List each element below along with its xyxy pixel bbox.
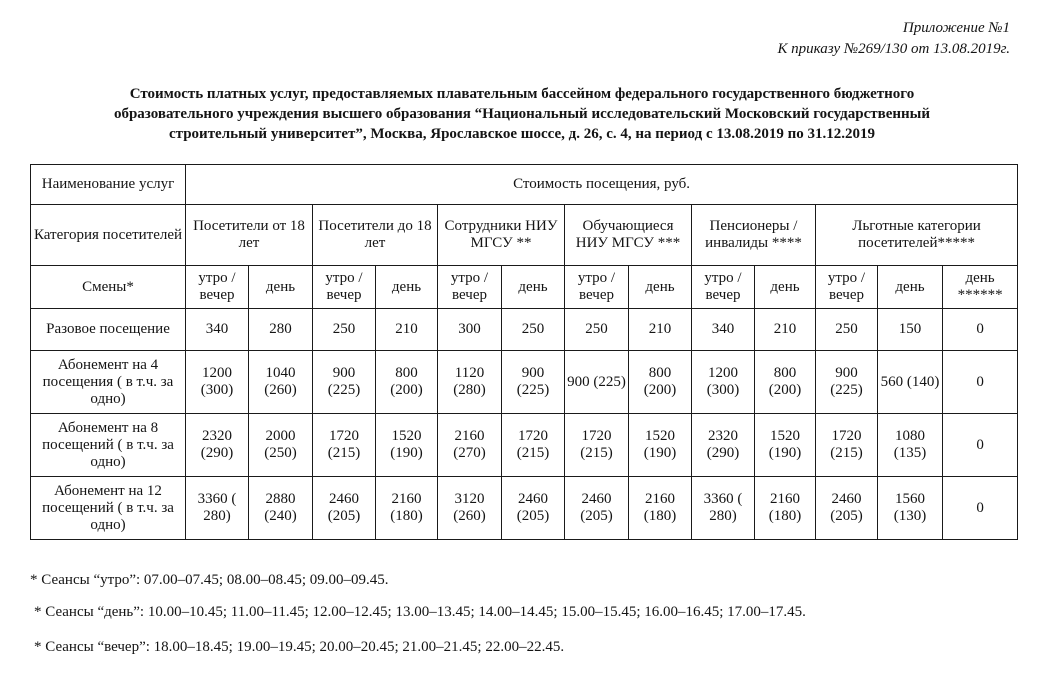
price-cell: 2460 (205): [502, 477, 565, 540]
price-cell: 0: [943, 309, 1018, 351]
services-header: Наименование услуг: [31, 165, 186, 205]
price-cell: 150: [878, 309, 943, 351]
price-cell: 1120 (280): [438, 351, 502, 414]
category-pensioners: Пенсионеры / инвалиды ****: [692, 205, 816, 266]
footnote-day: * Сеансы “день”: 10.00–10.45; 11.00–11.45; 12.00–12.45; 13.00–13.45; 14.00–14.45; 15.00–15.45; 16.00–16.45; 17.00–17.45.: [34, 604, 806, 620]
shift-cell: утро /вечер: [438, 266, 502, 309]
price-cell: 250: [816, 309, 878, 351]
price-cell: 0: [943, 414, 1018, 477]
category-staff: Сотрудники НИУ МГСУ **: [438, 205, 565, 266]
price-cell: 800 (200): [629, 351, 692, 414]
table-row: [31, 414, 1018, 477]
shift-cell: утро /вечер: [692, 266, 755, 309]
price-cell: 900 (225): [816, 351, 878, 414]
price-cell: 0: [943, 477, 1018, 540]
price-table: [30, 164, 1018, 540]
footnote-evening: * Сеансы “вечер”: 18.00–18.45; 19.00–19.45; 20.00–20.45; 21.00–21.45; 22.00–22.45.: [34, 639, 565, 655]
shift-cell: утро /вечер: [313, 266, 376, 309]
annex-number: Приложение №1: [902, 20, 1010, 36]
price-cell: 2320 (290): [692, 414, 755, 477]
price-cell: 1720 (215): [313, 414, 376, 477]
price-cell: 800 (200): [755, 351, 816, 414]
price-cell: 1720 (215): [502, 414, 565, 477]
price-cell: 250: [313, 309, 376, 351]
category-adults: Посетители от 18 лет: [186, 205, 313, 266]
row-label: Абонемент на 12 посещений ( в т.ч. за одно): [31, 477, 186, 540]
price-cell: 3360 ( 280): [186, 477, 249, 540]
shift-cell: день ******: [943, 266, 1018, 309]
price-cell: 2000 (250): [249, 414, 313, 477]
header-row-services: [31, 165, 1018, 205]
price-cell: 2160 (270): [438, 414, 502, 477]
price-cell: 210: [376, 309, 438, 351]
price-cell: 2160 (180): [629, 477, 692, 540]
price-cell: 900 (225): [565, 351, 629, 414]
footnote-morning: * Сеансы “утро”: 07.00–07.45; 08.00–08.45; 09.00–09.45.: [30, 572, 389, 588]
row-label: Разовое посещение: [31, 309, 186, 351]
shift-cell: день: [376, 266, 438, 309]
order-reference: К приказу №269/130 от 13.08.2019г.: [777, 41, 1010, 57]
price-cell: 2160 (180): [376, 477, 438, 540]
shift-cell: утро /вечер: [186, 266, 249, 309]
annex-reference: [777, 18, 1010, 60]
header-row-shifts: [31, 266, 1018, 309]
header-row-categories: [31, 205, 1018, 266]
shift-cell: день: [878, 266, 943, 309]
shift-cell: день: [249, 266, 313, 309]
price-table-body: [31, 165, 1018, 540]
price-cell: 1040 (260): [249, 351, 313, 414]
title-line-3: строительный университет”, Москва, Ярославское шоссе, д. 26, с. 4, на период с 13.08.2019 по 31.12.2019: [169, 126, 875, 142]
shifts-header: Смены*: [31, 266, 186, 309]
table-row: [31, 351, 1018, 414]
price-cell: 2460 (205): [816, 477, 878, 540]
shift-cell: утро /вечер: [816, 266, 878, 309]
price-cell: 300: [438, 309, 502, 351]
price-cell: 280: [249, 309, 313, 351]
shift-cell: день: [629, 266, 692, 309]
price-cell: 3120 (260): [438, 477, 502, 540]
price-cell: 210: [629, 309, 692, 351]
row-label: Абонемент на 8 посещений ( в т.ч. за одно): [31, 414, 186, 477]
price-cell: 1520 (190): [755, 414, 816, 477]
price-cell: 800 (200): [376, 351, 438, 414]
price-cell: 560 (140): [878, 351, 943, 414]
price-cell: 1520 (190): [629, 414, 692, 477]
title-line-2: образовательного учреждения высшего образования “Национальный исследовательский Московский государственный: [113, 106, 931, 122]
price-cell: 3360 ( 280): [692, 477, 755, 540]
price-cell: 340: [692, 309, 755, 351]
price-cell: 1720 (215): [565, 414, 629, 477]
price-cell: 1080 (135): [878, 414, 943, 477]
category-minors: Посетители до 18 лет: [313, 205, 438, 266]
category-header: Категория посетителей: [31, 205, 186, 266]
price-cell: 900 (225): [502, 351, 565, 414]
price-cell: 900 (225): [313, 351, 376, 414]
shift-cell: день: [755, 266, 816, 309]
category-privileged: Льготные категории посетителей*****: [816, 205, 1018, 266]
price-cell: 2320 (290): [186, 414, 249, 477]
row-label: Абонемент на 4 посещения ( в т.ч. за одно): [31, 351, 186, 414]
price-cell: 1720 (215): [816, 414, 878, 477]
price-cell: 250: [565, 309, 629, 351]
title-line-1: Стоимость платных услуг, предоставляемых плавательным бассейном федерального государственного бюджетного: [129, 86, 915, 102]
price-cell: 250: [502, 309, 565, 351]
price-cell: 210: [755, 309, 816, 351]
price-cell: 2460 (205): [313, 477, 376, 540]
table-row: [31, 477, 1018, 540]
price-cell: 1200 (300): [186, 351, 249, 414]
price-cell: 2880 (240): [249, 477, 313, 540]
price-cell: 1560 (130): [878, 477, 943, 540]
price-cell: 2460 (205): [565, 477, 629, 540]
price-cell: 1200 (300): [692, 351, 755, 414]
cost-header: Стоимость посещения, руб.: [186, 165, 1018, 205]
document-title: [30, 84, 1014, 144]
price-cell: 0: [943, 351, 1018, 414]
price-cell: 340: [186, 309, 249, 351]
category-students: Обучающиеся НИУ МГСУ ***: [565, 205, 692, 266]
price-cell: 1520 (190): [376, 414, 438, 477]
shift-cell: утро /вечер: [565, 266, 629, 309]
shift-cell: день: [502, 266, 565, 309]
price-cell: 2160 (180): [755, 477, 816, 540]
table-row: [31, 309, 1018, 351]
